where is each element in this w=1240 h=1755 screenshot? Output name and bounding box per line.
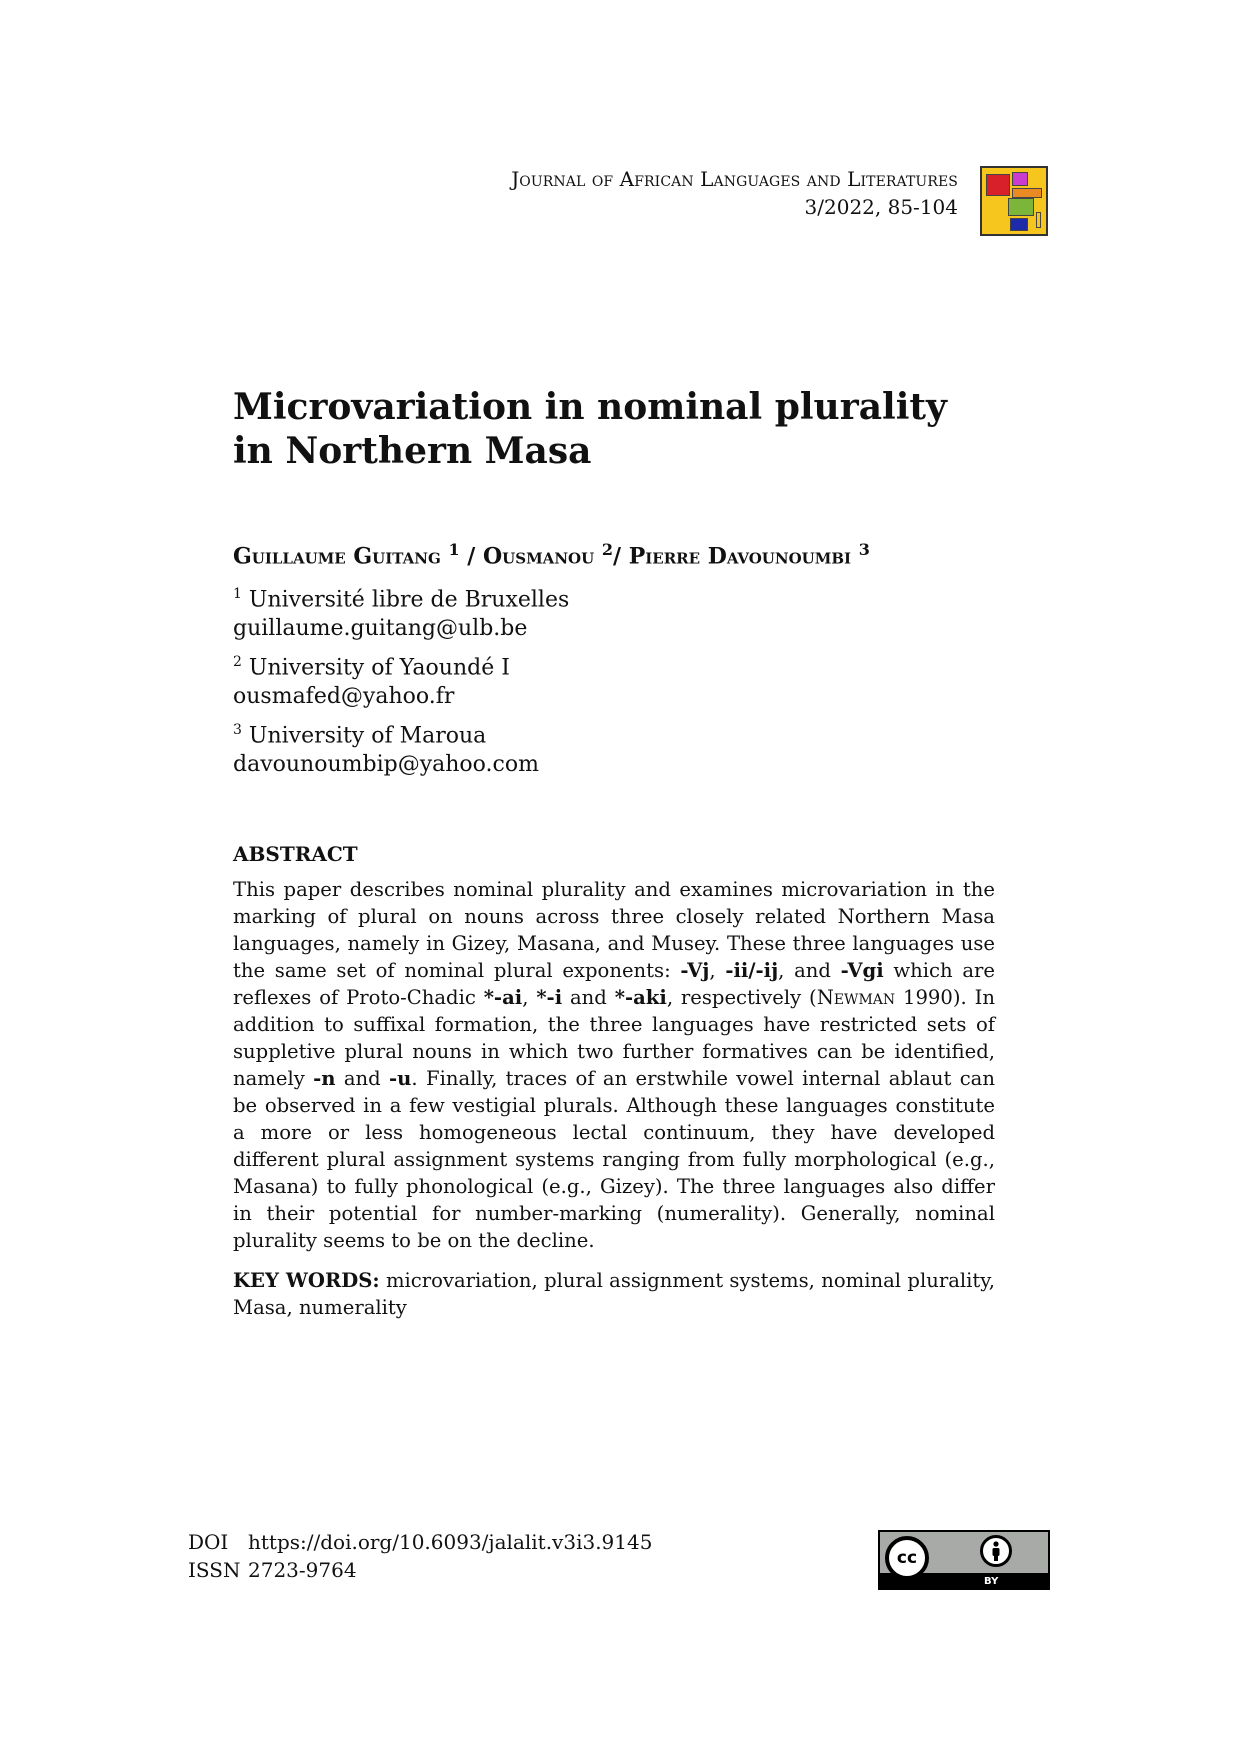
author-number: 1 bbox=[448, 540, 460, 559]
affiliation-institution: University of Maroua bbox=[248, 723, 487, 749]
author-line bbox=[233, 540, 870, 569]
proto-chadic-form: *-i bbox=[536, 986, 563, 1009]
affiliation-number: 2 bbox=[233, 654, 242, 670]
plural-exponent: -Vgi bbox=[840, 959, 884, 982]
affiliation-institution: Université libre de Bruxelles bbox=[248, 587, 570, 613]
journal-name: Journal of African Languages and Literatures bbox=[511, 167, 958, 191]
author-name: Ousmanou bbox=[483, 543, 595, 570]
abstract-segment: . Finally, traces of an erstwhile vowel internal ablaut can be observed in a few vestigial plurals. Although these languages constitute a more or less homogeneous lectal continuum, they have developed different plural assignment systems ranging from fully morphological (e.g., Masana) to fully phonological (e.g., Gizey). The three languages also differ in their potential for number-marking (numerality). Generally, nominal plurality seems to be on the decline. bbox=[233, 1067, 995, 1252]
by-label: BY bbox=[984, 1576, 999, 1587]
keywords bbox=[233, 1267, 995, 1321]
person-icon bbox=[983, 1538, 1009, 1564]
author-number: 2 bbox=[601, 540, 613, 559]
proto-chadic-form: *-ai bbox=[483, 986, 523, 1009]
doi-link[interactable]: https://doi.org/10.6093/jalalit.v3i3.9145 bbox=[248, 1530, 653, 1554]
abstract-segment: which are reflexes of Proto-Chadic bbox=[233, 959, 995, 1009]
keywords-text: microvariation, plural assignment systems, nominal plurality, Masa, numerality bbox=[233, 1269, 995, 1319]
abstract-segment: , and bbox=[778, 959, 841, 982]
affiliation-number: 3 bbox=[233, 722, 242, 738]
abstract-segment: , respectively ( bbox=[666, 986, 817, 1009]
attribution-person-icon bbox=[980, 1535, 1012, 1567]
journal-header bbox=[511, 165, 958, 221]
issn-label: ISSN bbox=[188, 1558, 241, 1582]
abstract-segment: 1990). In addition to suffixal formation, the three languages have restricted sets of suppletive plural nouns in which two further formatives can be identified, namely bbox=[233, 986, 995, 1090]
paper-title: Microvariation in nominal plurality in Northern Masa bbox=[233, 386, 947, 472]
affiliation-number: 1 bbox=[233, 586, 242, 602]
abstract-segment: and bbox=[335, 1067, 390, 1090]
cc-by-license-icon[interactable] bbox=[878, 1530, 1050, 1590]
affiliation-email: ousmafed@yahoo.fr bbox=[233, 684, 455, 710]
affiliation bbox=[233, 580, 833, 643]
plural-exponent: -Vj bbox=[680, 959, 710, 982]
logo-purple-block bbox=[1012, 172, 1028, 186]
abstract-segment: This paper describes nominal plurality and examines microvariation in the marking of plural on nouns across three closely related Northern Masa languages, namely in Gizey, Masana, and Musey. These three languages use the same set of nominal plural exponents: bbox=[233, 878, 995, 982]
affiliation bbox=[233, 716, 833, 779]
logo-red-block bbox=[986, 174, 1010, 196]
abstract-text bbox=[233, 876, 995, 1254]
keywords-label: KEY WORDS: bbox=[233, 1269, 380, 1292]
issn-value: 2723-9764 bbox=[248, 1558, 357, 1582]
affiliation-email: guillaume.guitang@ulb.be bbox=[233, 616, 528, 642]
formative: -n bbox=[313, 1067, 336, 1090]
plural-exponent: -ii/-ij bbox=[725, 959, 779, 982]
logo-orange-block bbox=[1012, 188, 1042, 198]
journal-issue: 3/2022, 85-104 bbox=[804, 195, 958, 219]
affiliation bbox=[233, 648, 833, 711]
author-separator: / bbox=[467, 543, 476, 570]
footer-identifiers bbox=[188, 1528, 652, 1584]
logo-small-block bbox=[1036, 212, 1041, 228]
citation-author: Newman bbox=[816, 986, 896, 1009]
abstract-segment: , bbox=[709, 959, 726, 982]
formative: -u bbox=[389, 1067, 412, 1090]
author-number: 3 bbox=[858, 540, 870, 559]
abstract-segment: , bbox=[522, 986, 537, 1009]
journal-logo-icon bbox=[980, 166, 1048, 236]
proto-chadic-form: *-aki bbox=[614, 986, 667, 1009]
affiliation-institution: University of Yaoundé I bbox=[248, 655, 510, 681]
author-separator: / bbox=[613, 543, 622, 570]
abstract-heading: ABSTRACT bbox=[233, 842, 358, 866]
logo-green-block bbox=[1008, 198, 1034, 216]
affiliation-email: davounoumbip@yahoo.com bbox=[233, 752, 539, 778]
author-name: Guillaume Guitang bbox=[233, 543, 441, 570]
doi-label: DOI bbox=[188, 1530, 229, 1554]
abstract-segment: and bbox=[562, 986, 615, 1009]
author-name: Pierre Davounoumbi bbox=[628, 543, 852, 570]
logo-blue-block bbox=[1010, 218, 1028, 231]
cc-icon: cc bbox=[885, 1536, 929, 1580]
